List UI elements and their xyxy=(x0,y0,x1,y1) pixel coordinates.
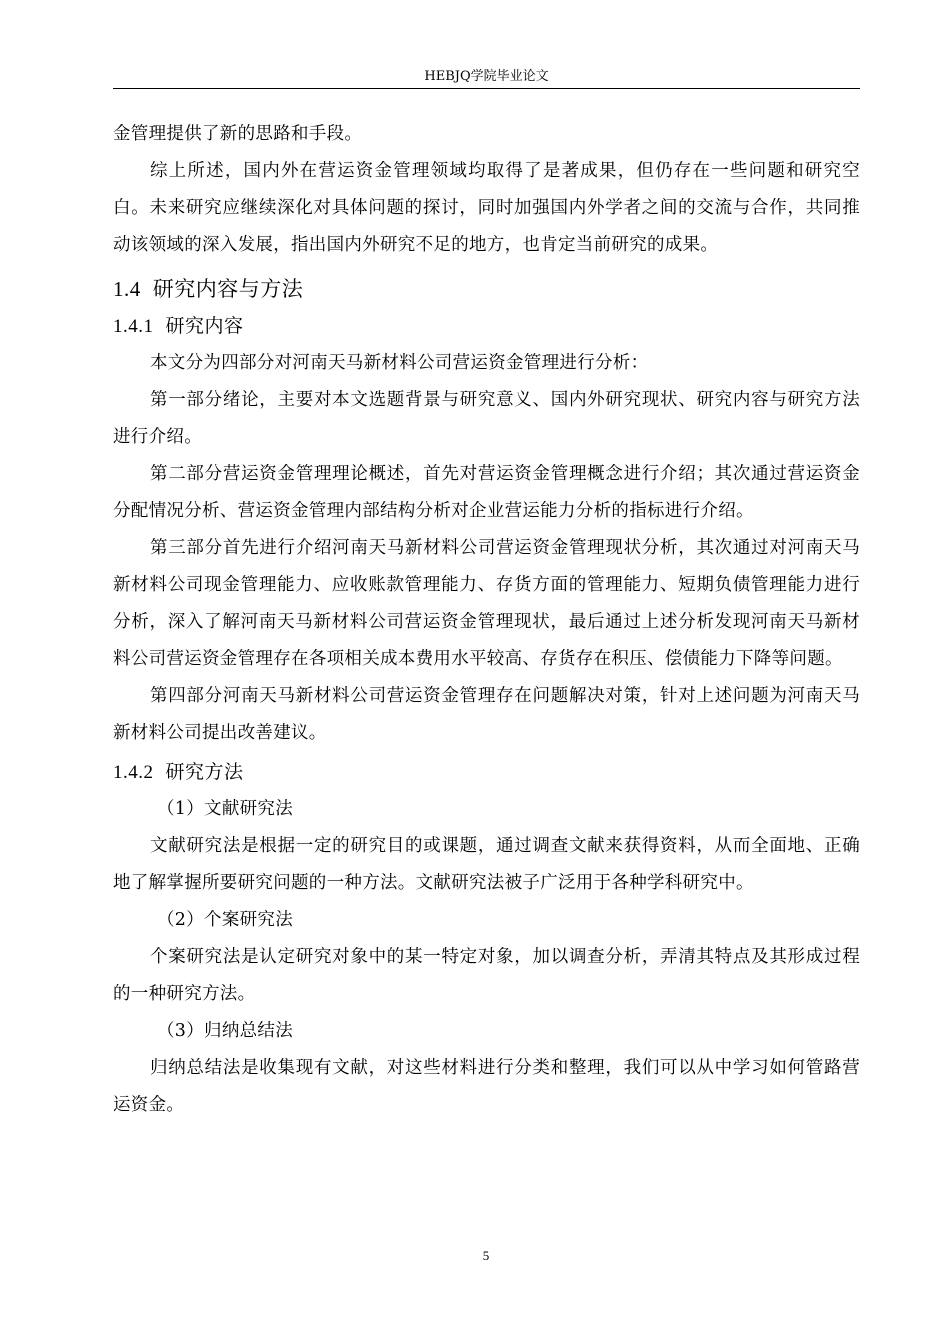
paragraph: 本文分为四部分对河南天马新材料公司营运资金管理进行分析： xyxy=(150,353,649,373)
subsection-heading-1-4-2 xyxy=(113,758,860,787)
document-body xyxy=(113,116,860,1124)
method-description: 个案研究法是认定研究对象中的某一特定对象，加以调查分析，弄清其特点及其形成过程的一种研究方法。 xyxy=(113,947,860,1004)
paragraph-summary: 综上所述，国内外在营运资金管理领域均取得了是著成果，但仍存在一些问题和研究空白。未来研究应继续深化对具体问题的探讨，同时加强国内外学者之间的交流与合作，共同推动该领域的深入发展，指出国内外研究不足的地方，也肯定当前研究的成果。 xyxy=(113,161,860,255)
section-title: 研究内容与方法 xyxy=(152,277,304,301)
paragraph: 第二部分营运资金管理理论概述，首先对营运资金管理概念进行介绍；其次通过营运资金分配情况分析、营运资金管理内部结构分析对企业营运能力分析的指标进行介绍。 xyxy=(113,464,860,521)
method-label: （3）归纳总结法 xyxy=(157,1021,294,1041)
page-header xyxy=(113,66,860,89)
method-description: 文献研究法是根据一定的研究目的或课题，通过调查文献来获得资料，从而全面地、正确地了解掌握所要研究问题的一种方法。文献研究法被子广泛用于各种学科研究中。 xyxy=(113,836,860,893)
header-title: HEBJQ学院毕业论文 xyxy=(424,69,549,84)
subsection-title: 研究方法 xyxy=(165,761,244,783)
method-label: （1）文献研究法 xyxy=(157,799,294,819)
page-number: 5 xyxy=(482,1248,490,1263)
paragraph: 第三部分首先进行介绍河南天马新材料公司营运资金管理现状分析，其次通过对河南天马新材料公司现金管理能力、应收账款管理能力、存货方面的管理能力、短期负债管理能力进行分析，深入了解河南天马新材料公司营运资金管理现状，最后通过上述分析发现河南天马新材料公司营运资金管理存在各项相关成本费用水平较高、存货存在积压、偿债能力下降等问题。 xyxy=(113,538,860,669)
paragraph: 第一部分绪论，主要对本文选题背景与研究意义、国内外研究现状、研究内容与研究方法进行介绍。 xyxy=(113,390,860,447)
subsection-title: 研究内容 xyxy=(165,315,244,337)
subsection-number: 1.4.2 xyxy=(113,762,154,783)
paragraph: 第四部分河南天马新材料公司营运资金管理存在问题解决对策，针对上述问题为河南天马新材料公司提出改善建议。 xyxy=(113,686,860,743)
method-description: 归纳总结法是收集现有文献，对这些材料进行分类和整理，我们可以从中学习如何管路营运资金。 xyxy=(113,1058,860,1115)
section-number: 1.4 xyxy=(113,277,141,301)
subsection-heading-1-4-1 xyxy=(113,312,860,341)
paragraph-continuation: 金管理提供了新的思路和手段。 xyxy=(113,124,363,144)
section-heading-1-4 xyxy=(113,274,860,304)
method-label: （2）个案研究法 xyxy=(157,910,294,930)
subsection-number: 1.4.1 xyxy=(113,316,154,337)
